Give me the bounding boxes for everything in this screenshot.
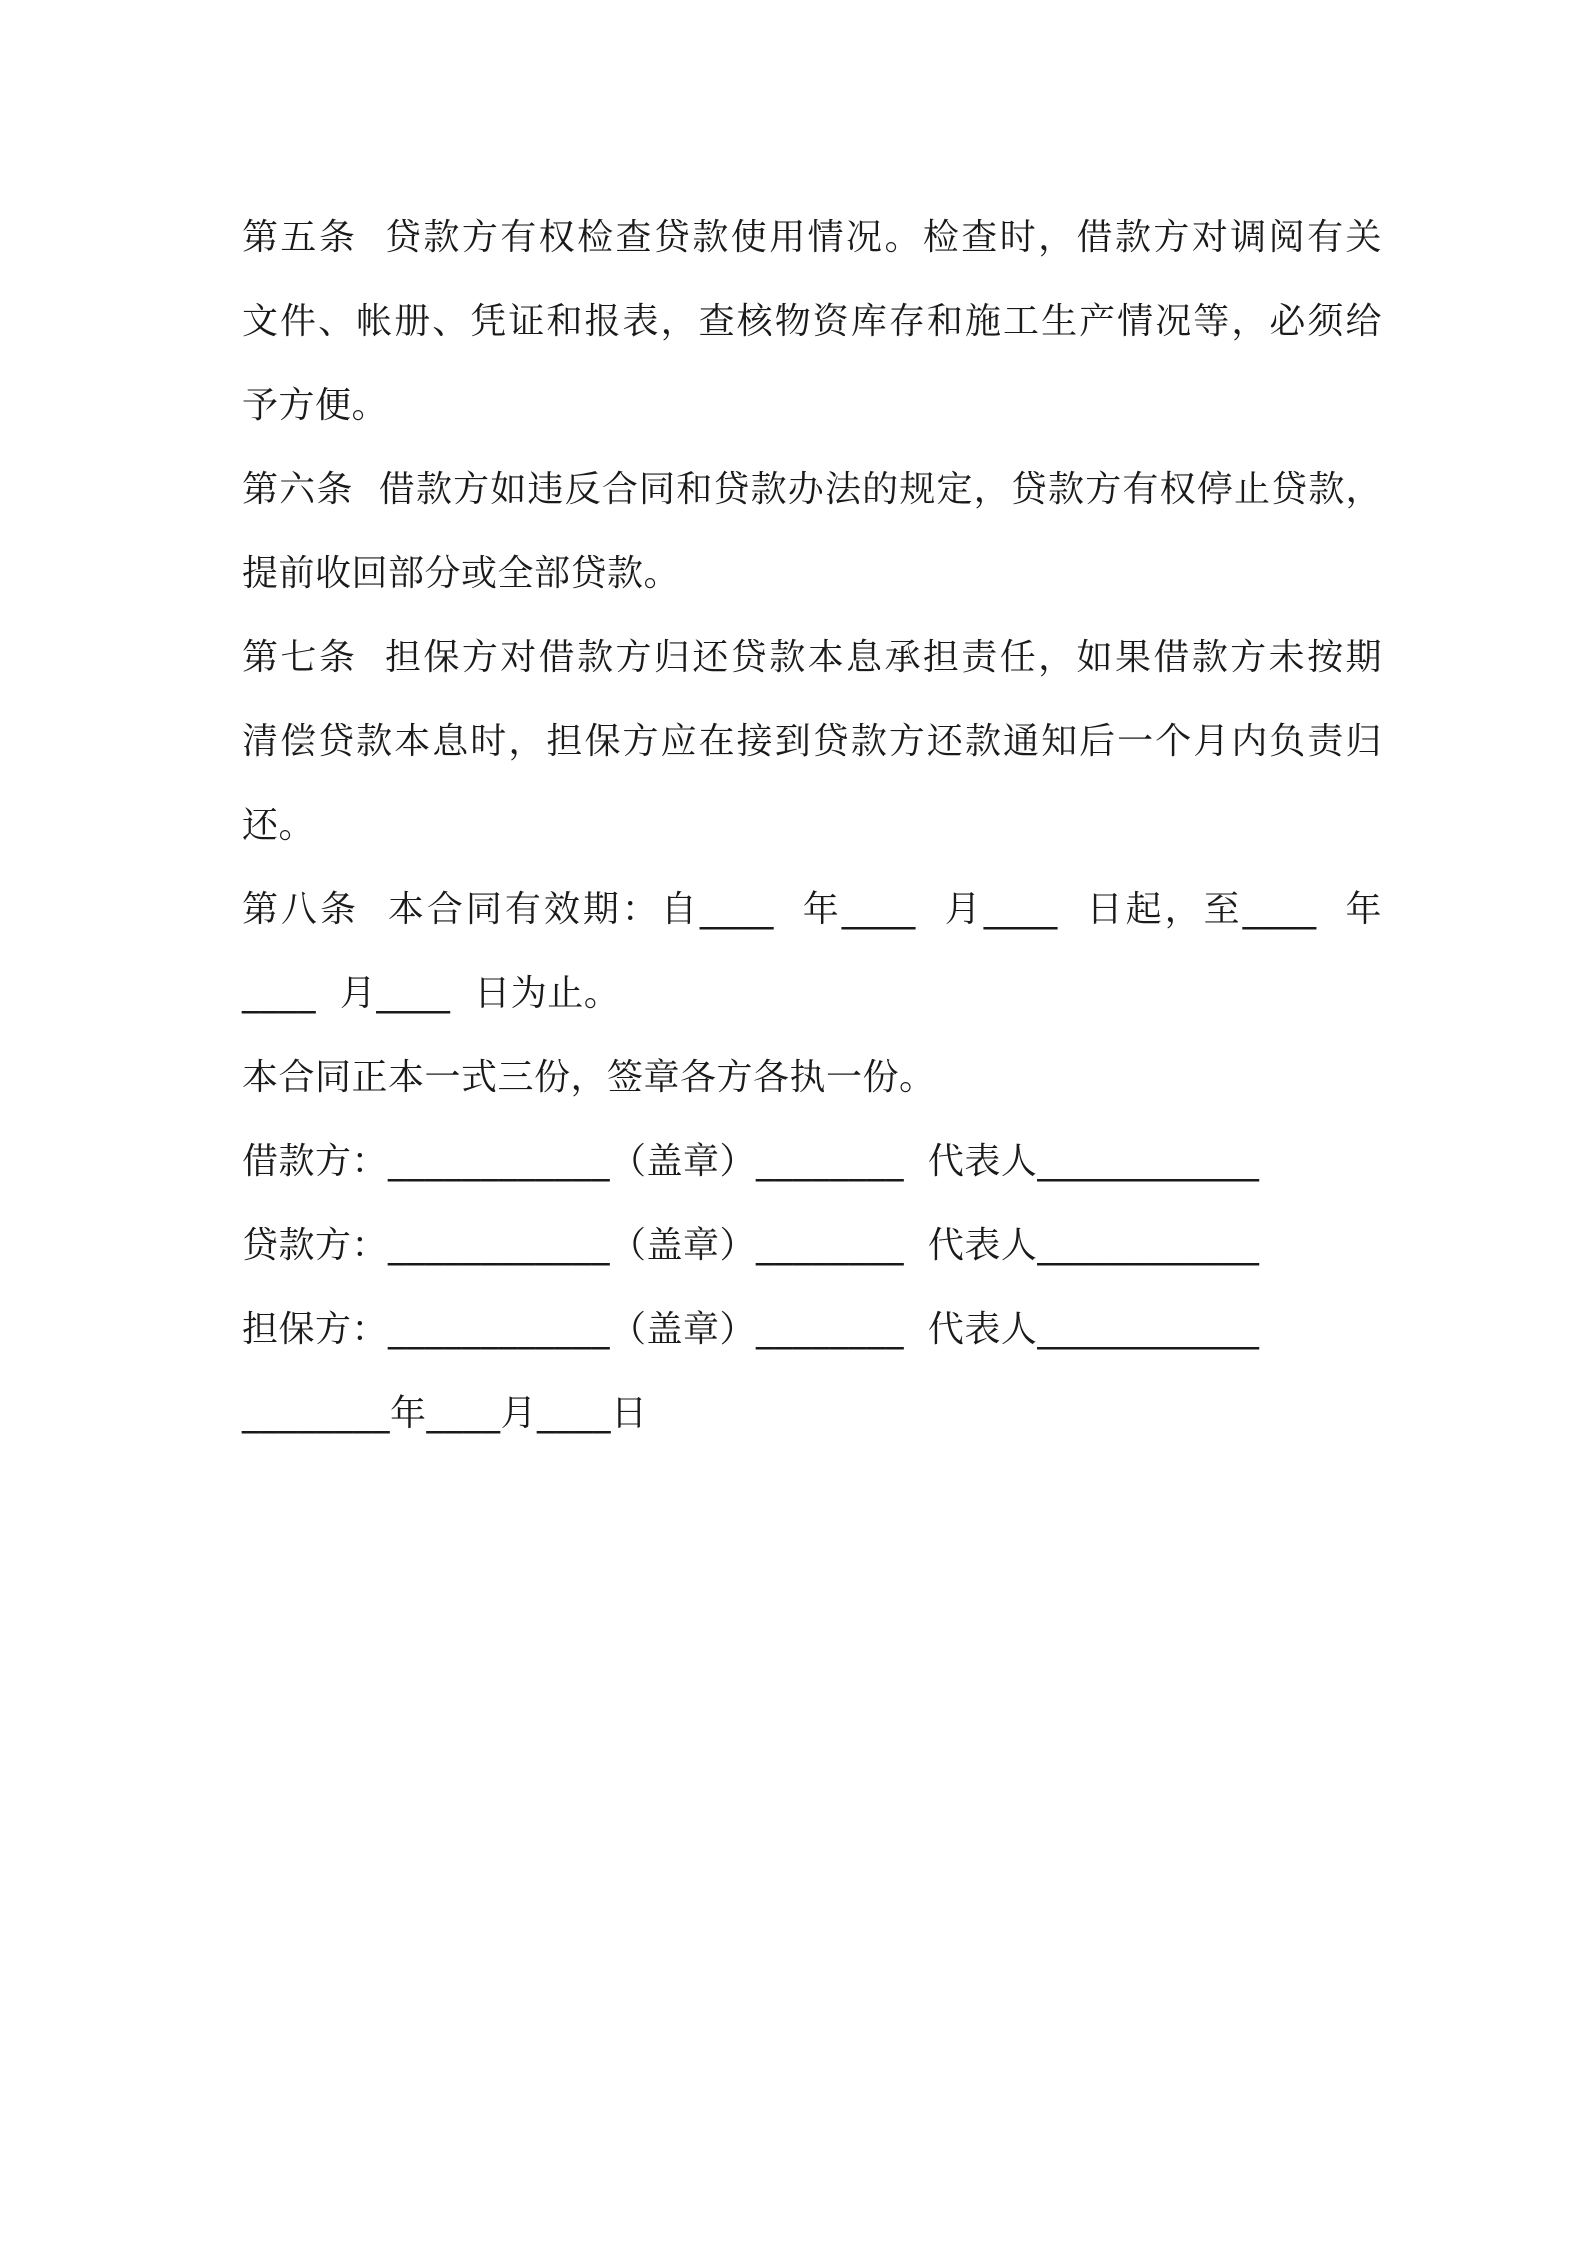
article-6-line-2: 提前收回部分或全部贷款。 <box>242 553 681 594</box>
article-8-line-1: 第八条 本合同有效期：自____ 年____ 月____ 日起，至____ 年 <box>242 889 1382 930</box>
copies-statement: 本合同正本一式三份，签章各方各执一份。 <box>242 1057 936 1098</box>
article-7-line-3: 还。 <box>242 805 316 846</box>
date-line: ________年____月____日 <box>242 1393 648 1434</box>
article-5-line-1: 第五条 贷款方有权检查贷款使用情况。检查时，借款方对调阅有关 <box>242 217 1382 258</box>
article-7-line-2: 清偿贷款本息时，担保方应在接到贷款方还款通知后一个月内负责归 <box>242 721 1382 762</box>
guarantor-signature-line: 担保方：____________（盖章）________ 代表人____________ <box>242 1309 1260 1350</box>
article-6-line-1: 第六条 借款方如违反合同和贷款办法的规定，贷款方有权停止贷款， <box>242 469 1382 510</box>
article-7-line-1: 第七条 担保方对借款方归还贷款本息承担责任，如果借款方未按期 <box>242 637 1382 678</box>
article-8-line-2: ____ 月____ 日为止。 <box>242 973 621 1014</box>
article-5-line-2: 文件、帐册、凭证和报表，查核物资库存和施工生产情况等，必须给 <box>242 301 1382 342</box>
lender-signature-line: 贷款方：____________（盖章）________ 代表人____________ <box>242 1225 1260 1266</box>
contract-text-block <box>242 196 1382 1456</box>
borrower-signature-line: 借款方：____________（盖章）________ 代表人____________ <box>242 1141 1260 1182</box>
article-5-line-3: 予方便。 <box>242 385 389 426</box>
